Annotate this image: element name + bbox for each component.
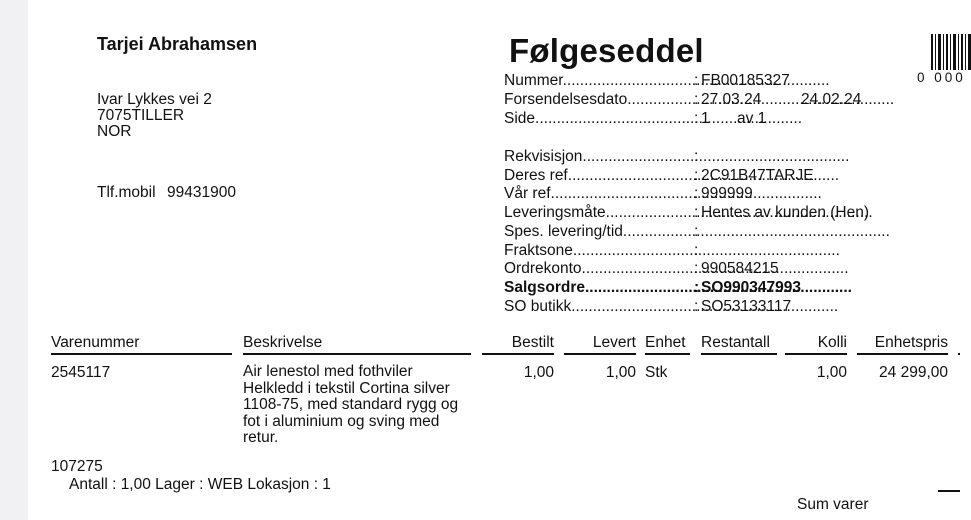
phone-number: 99431900: [167, 184, 236, 201]
info-value: 990584215: [701, 260, 779, 277]
page-margin: [0, 0, 28, 520]
info-value: SO990347993: [701, 279, 801, 296]
info-label: Fraktsone .....: [504, 242, 696, 260]
column-header-overflow: [958, 334, 960, 355]
info-label: Nummer .....: [504, 72, 696, 90]
info-label: Rekvisisjon .....: [504, 148, 696, 166]
info-value: 2C91B47TARJE: [701, 167, 814, 184]
stock-code: 107275: [51, 458, 103, 475]
info-label: Side .....: [504, 110, 696, 128]
cell-varenummer: 2545117: [51, 364, 111, 381]
info-label: Forsendelsesdato .....: [504, 91, 696, 109]
column-header-bestilt: Bestilt: [482, 334, 554, 355]
cell-kolli: 1,00: [816, 364, 847, 381]
info-label: Leveringsmåte .....: [504, 204, 696, 222]
cell-enhetspris: 24 299,00: [879, 364, 948, 381]
info-label: Deres ref. .....: [504, 167, 696, 185]
info-label: Salgsordre .....: [504, 279, 696, 297]
stock-detail: Antall : 1,00 Lager : WEB Lokasjon : 1: [69, 476, 331, 493]
barcode-number: 0 000: [917, 70, 966, 85]
info-value: SO53133117: [701, 298, 792, 315]
info-value: 27.03.24: [701, 91, 762, 108]
sum-underline: [938, 490, 960, 492]
column-header-levert: Levert: [564, 334, 636, 355]
info-value: 1: [701, 110, 710, 127]
cell-levert: 1,00: [605, 364, 636, 381]
cell-enhet: Stk: [645, 364, 668, 381]
info-label: SO butikk .....: [504, 298, 696, 316]
document-title: Følgeseddel: [509, 32, 704, 69]
column-header-enhet: Enhet: [645, 334, 690, 355]
info-value-secondary: 24.02.24: [801, 91, 862, 108]
barcode-icon: [931, 34, 971, 70]
info-value: Hentes av kunden (Hen): [701, 204, 870, 221]
cell-bestilt: 1,00: [523, 364, 554, 381]
phone-label: Tlf.mobil: [97, 184, 156, 201]
customer-name: Tarjei Abrahamsen: [97, 34, 258, 54]
info-value: FB00185327: [701, 72, 790, 89]
column-header-enhetspris: Enhetspris: [857, 334, 948, 355]
column-header-varenummer: Varenummer: [51, 334, 232, 355]
customer-country: NOR: [97, 123, 132, 140]
sum-label: Sum varer: [797, 496, 869, 513]
info-label: Spes. levering/tid .....: [504, 223, 696, 241]
info-label: Ordrekonto .....: [504, 260, 696, 278]
info-value: 999999: [701, 185, 753, 202]
column-header-beskrivelse: Beskrivelse: [243, 334, 471, 355]
info-label: Vår ref. .....: [504, 185, 696, 203]
info-value-secondary: av 1: [737, 110, 767, 127]
delivery-note-page: Tarjei Abrahamsen Ivar Lykkes vei 2 7075TILLER NOR Tlf.mobil 99431900 Følgeseddel 0 000 Nummer ..... : FB00185327 Forsendelsesdato ..... : 27.03.24 24.02.24 Side ..... : 1 av 1 Rekvisisjon ..... : Deres ref. ..... : 2C91B47TARJE Vår ref. ..... : 999999 Leveringsmåte ..... : Hentes av kunden (Hen) Spes. levering/tid ..... : Fraktsone ..... : Ordrekonto ..... : 990584215 Salgsordre ..... : SO990347993 SO butikk ..... : SO53133117 Varenummer Beskrivelse Bestilt Levert Enhet Restantall Kolli Enhetspris 2545117 Air lenestol med fothviler Helkledd i tekstil Cortina silver 1108-75, med standard rygg og fot i aluminium og sving med retur. 1,00 1,00 Stk 1,00 24 299,00 107275 Antall : 1,00 Lager : WEB Lokasjon : 1 Sum varer: [28, 0, 960, 520]
cell-beskrivelse: Air lenestol med fothviler Helkledd i tekstil Cortina silver 1108-75, med standard rygg og fot i aluminium og sving med retur.: [243, 363, 459, 446]
column-header-kolli: Kolli: [785, 334, 847, 355]
customer-address-line2: 7075TILLER: [97, 107, 185, 124]
customer-address-line1: Ivar Lykkes vei 2: [97, 91, 212, 108]
column-header-restantall: Restantall: [701, 334, 777, 355]
